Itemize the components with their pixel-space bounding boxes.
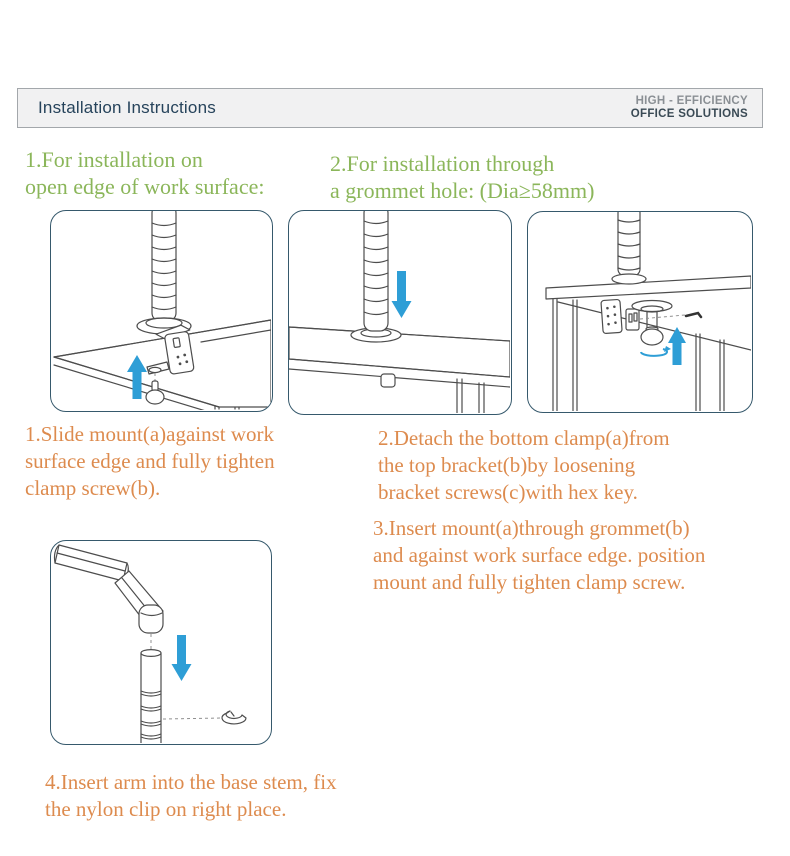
caption-line: the nylon clip on right place. [45,797,287,821]
figure-panel-arm-insert [50,540,272,745]
figure-panel-edge-mount [50,210,273,412]
caption-line: and against work surface edge. position [373,543,706,567]
arrow-down-icon [392,271,412,318]
header-bar [17,88,763,128]
brand-block [631,95,748,121]
top-bracket [601,299,622,333]
step-1-caption [25,421,275,502]
caption-line: 1.Slide mount(a)against work [25,422,275,446]
brand-line-2: OFFICE SOLUTIONS [630,108,748,120]
section-title-grommet-mount [330,150,594,204]
step-2-caption [378,425,670,506]
caption-line: surface edge and fully tighten [25,449,275,473]
bottom-clamp-plate [626,309,639,330]
cable-spine-column [612,212,646,284]
monitor-arm [55,545,164,633]
base-stem [141,650,161,743]
rotate-icon [641,346,671,356]
grommet-insert-diagram [289,211,510,413]
step-3-caption [373,515,705,596]
caption-line: 2.Detach the bottom clamp(a)from [378,426,670,450]
section-title-line: 2.For installation through [330,151,555,176]
section-title-line: a grommet hole: (Dia≥58mm) [330,178,595,203]
caption-line: 4.Insert arm into the base stem, fix [45,770,337,794]
arm-insert-diagram [51,541,270,743]
caption-line: 3.Insert mount(a)through grommet(b) [373,516,690,540]
section-title-line: open edge of work surface: [25,174,265,199]
nylon-clip [163,711,246,724]
cable-spine-column [364,211,388,331]
caption-line: the top bracket(b)by loosening [378,453,636,477]
clamp-mount-diagram [51,211,271,410]
hex-key-icon [640,313,701,319]
cable-clip [381,374,395,387]
section-title-edge-mount [25,146,264,200]
figure-panel-bracket-detail [527,211,753,413]
bracket-detail-diagram [528,212,751,411]
step-4-caption [45,769,337,823]
caption-line: bracket screws(c)with hex key. [378,480,638,504]
caption-line: clamp screw(b). [25,476,161,500]
section-title-line: 1.For installation on [25,147,203,172]
cable-spine-column [152,211,176,321]
page-title: Installation Instructions [38,98,216,117]
brand-line-1: HIGH - EFFICIENCY [635,95,748,107]
arrow-down-icon [172,635,192,681]
figure-panel-grommet-insert [288,210,512,415]
caption-line: mount and fully tighten clamp screw. [373,570,686,594]
